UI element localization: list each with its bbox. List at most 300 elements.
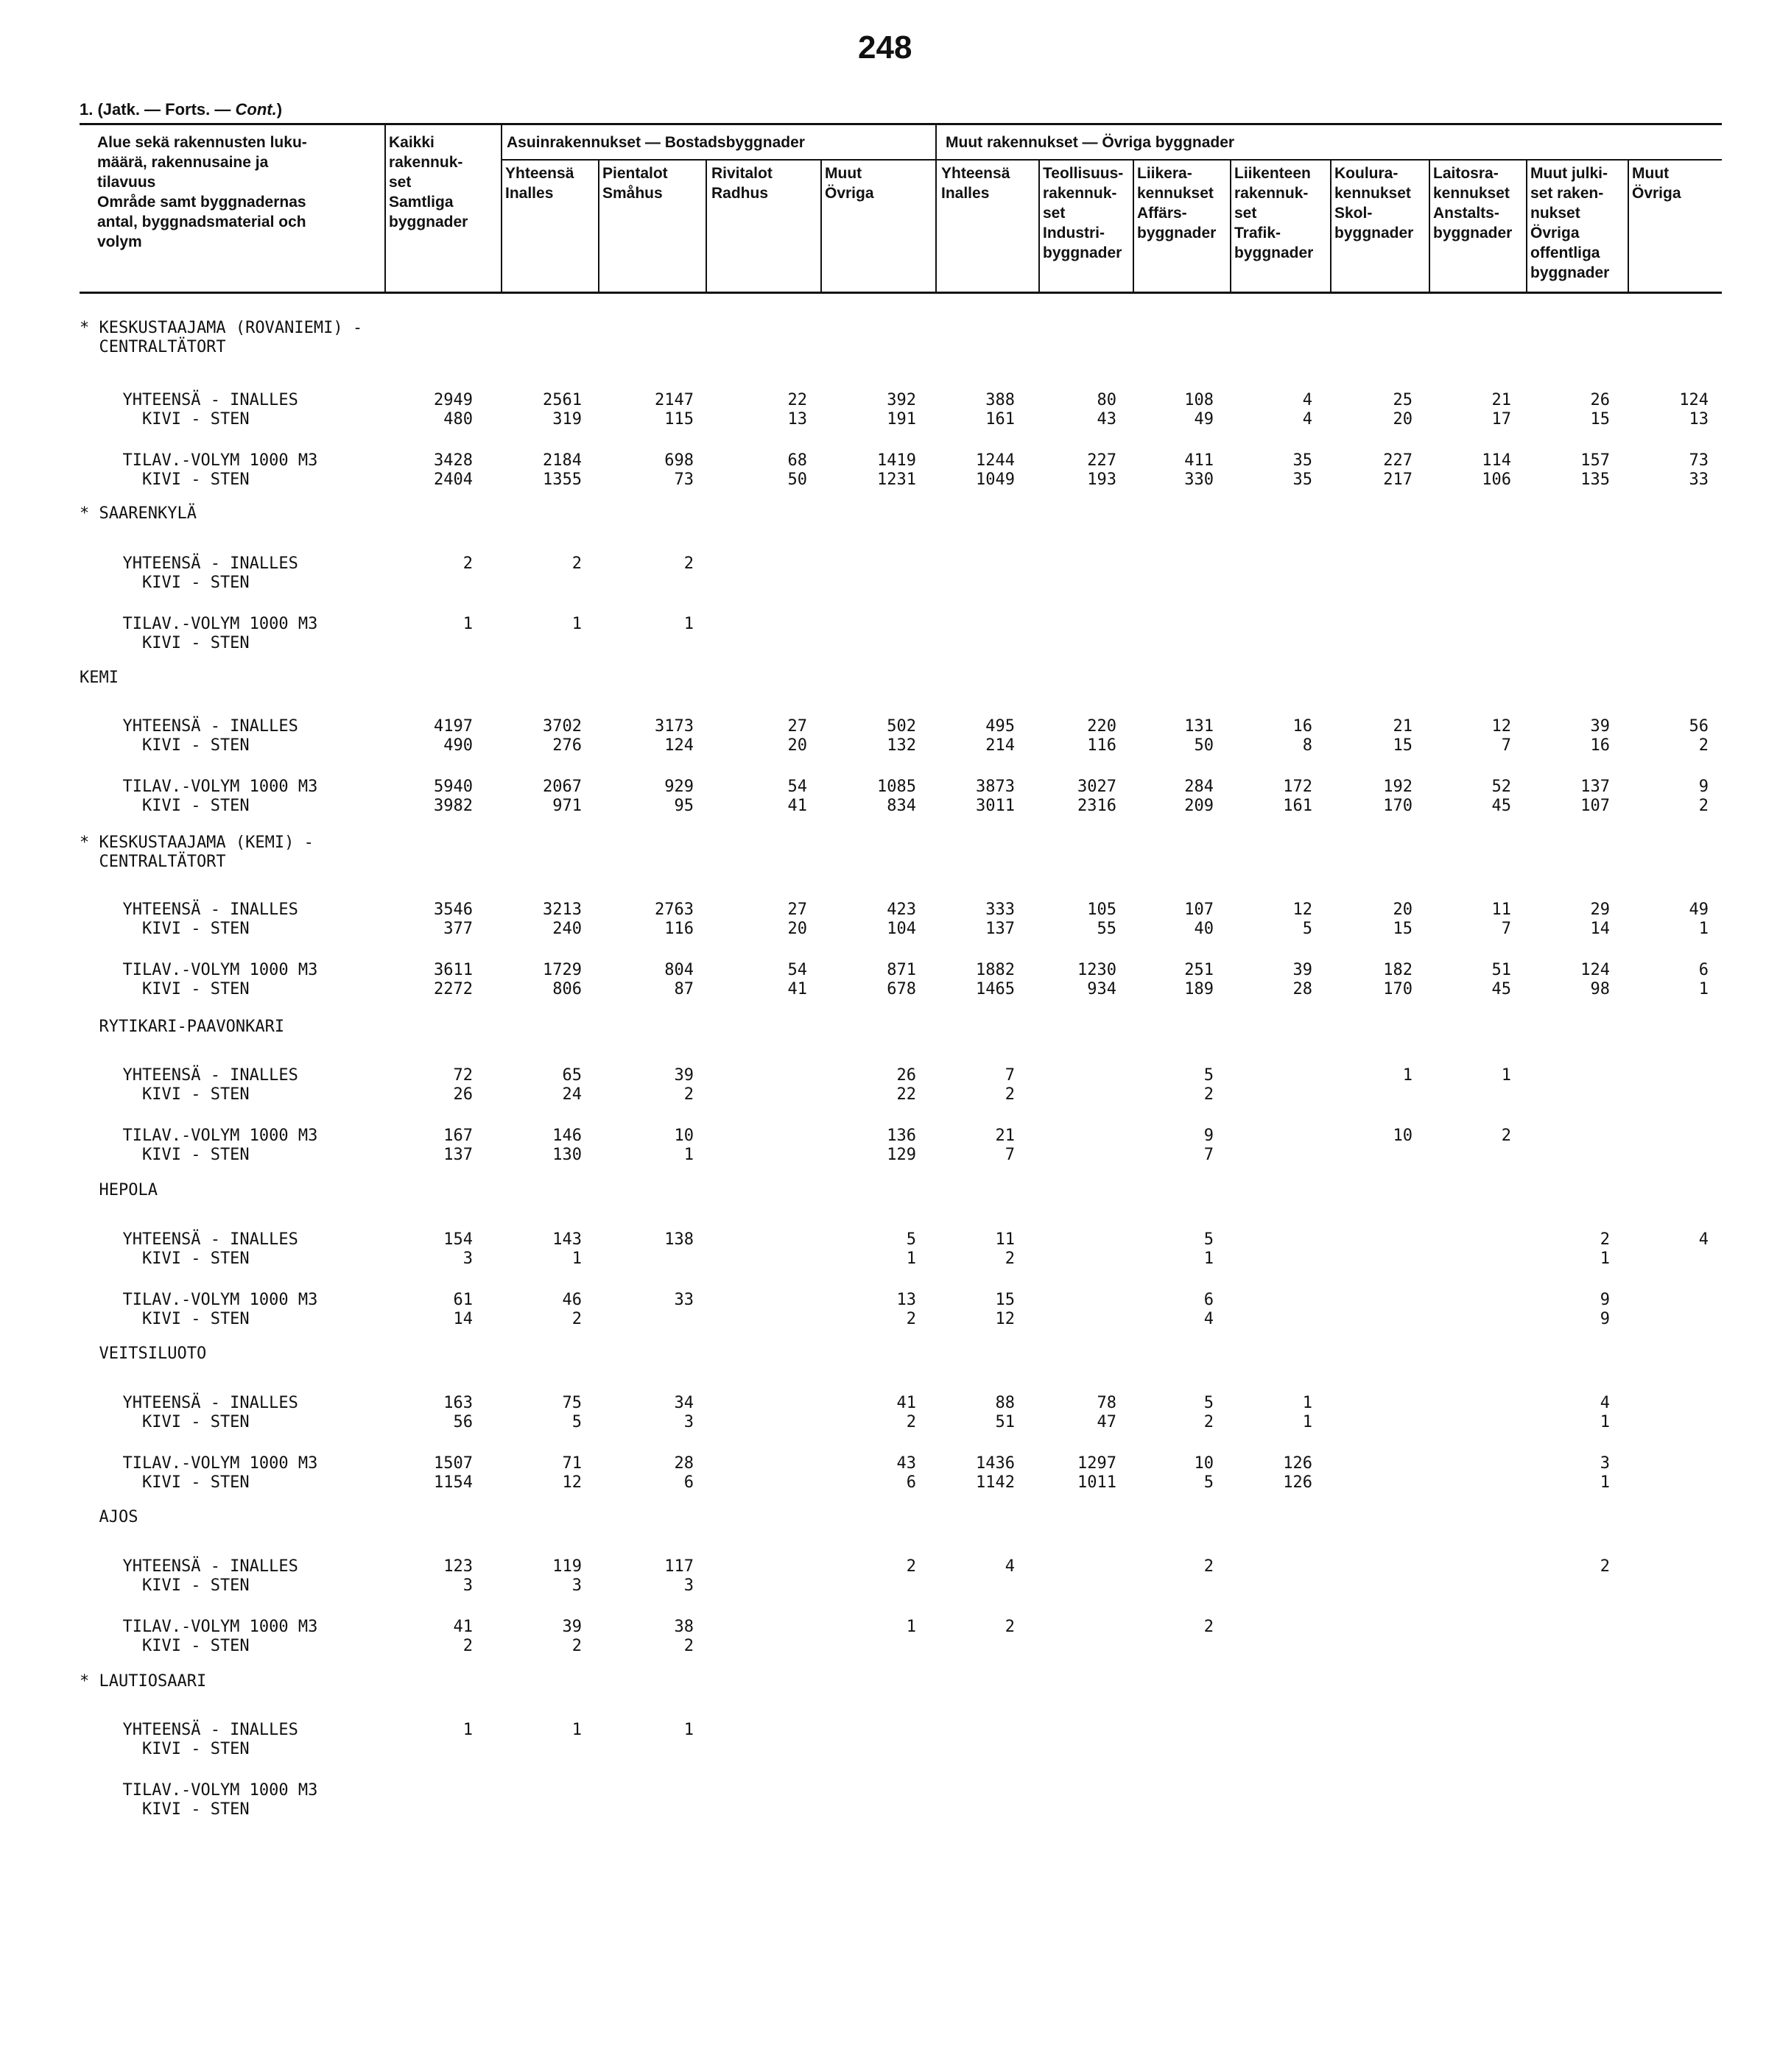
header-sub-column-9	[1334, 163, 1413, 243]
header-divider	[1628, 161, 1629, 292]
row-label: KIVI - STEN	[103, 1800, 250, 1819]
cell-value: 6	[683, 1473, 694, 1492]
cell-value: 22	[787, 391, 807, 409]
cell-value: 3	[1600, 1454, 1610, 1473]
cell-value: 1	[683, 615, 694, 633]
cell-value: 27	[787, 717, 807, 736]
header-line: set	[1043, 205, 1066, 222]
header-area-column	[97, 133, 307, 252]
cell-value: 107	[1184, 901, 1214, 919]
table-row	[0, 1617, 1780, 1638]
row-label: TILAV.-VOLYM 1000 M3	[103, 1454, 318, 1473]
cell-value: 220	[1087, 717, 1116, 736]
cell-value: 5	[1203, 1473, 1214, 1492]
cell-value: 33	[674, 1291, 694, 1309]
header-divider	[1038, 161, 1040, 292]
cell-value: 25	[1393, 391, 1413, 409]
cell-value: 1230	[1077, 961, 1116, 979]
header-line: Inalles	[941, 185, 990, 202]
table-row	[0, 960, 1780, 981]
row-label: YHTEENSÄ - INALLES	[103, 391, 298, 409]
cell-value: 5	[1203, 1394, 1214, 1412]
row-label: KIVI - STEN	[103, 471, 250, 489]
table-row	[0, 470, 1780, 490]
cell-value: 75	[562, 1394, 582, 1412]
header-line: Pientalot	[602, 165, 668, 182]
table-row	[0, 573, 1780, 593]
cont-italic: Cont.	[235, 100, 277, 119]
row-label: TILAV.-VOLYM 1000 M3	[103, 778, 318, 796]
cell-value: 3	[462, 1250, 473, 1268]
section-title: * SAARENKYLÄ	[80, 504, 197, 523]
cell-value: 1	[1600, 1473, 1610, 1492]
cell-value: 3	[571, 1576, 582, 1595]
cell-value: 27	[787, 901, 807, 919]
cell-value: 137	[985, 920, 1015, 938]
table-row	[0, 633, 1780, 654]
table-row	[0, 390, 1780, 411]
cell-value: 1297	[1077, 1454, 1116, 1473]
cell-value: 20	[787, 920, 807, 938]
section-title: CENTRALTÄTORT	[80, 853, 226, 871]
cell-value: 28	[1292, 980, 1312, 998]
cell-value: 8	[1302, 736, 1312, 755]
header-line: Liikera-	[1137, 165, 1192, 182]
header-divider	[706, 161, 707, 292]
header-line: rakennuk-	[389, 154, 463, 171]
cell-value: 161	[985, 410, 1015, 429]
header-line: byggnader	[1043, 244, 1122, 261]
row-label: TILAV.-VOLYM 1000 M3	[103, 451, 318, 470]
row-label: TILAV.-VOLYM 1000 M3	[103, 1291, 318, 1309]
header-sub-column-3	[711, 163, 773, 203]
header-sub-column-8	[1234, 163, 1313, 263]
header-line: byggnader	[1530, 264, 1610, 281]
table-row	[0, 1800, 1780, 1820]
cell-value: 12	[562, 1473, 582, 1492]
cell-value: 137	[1580, 778, 1610, 796]
cell-value: 38	[674, 1618, 694, 1636]
cell-value: 2	[571, 1637, 582, 1655]
cell-value: 116	[664, 920, 694, 938]
cell-value: 1011	[1077, 1473, 1116, 1492]
cell-value: 15	[995, 1291, 1015, 1309]
cell-value: 1	[1600, 1413, 1610, 1431]
row-label: YHTEENSÄ - INALLES	[103, 1230, 298, 1249]
header-line: Affärs-	[1137, 205, 1187, 222]
cell-value: 1	[1501, 1066, 1511, 1085]
cell-value: 39	[1590, 717, 1610, 736]
cell-value: 106	[1482, 471, 1511, 489]
page-number: 248	[858, 29, 912, 66]
header-line: byggnader	[1334, 225, 1414, 242]
cell-value: 26	[453, 1085, 473, 1104]
row-label: KIVI - STEN	[103, 797, 250, 815]
header-line: offentliga	[1530, 244, 1600, 261]
cell-value: 4	[1203, 1310, 1214, 1328]
cell-value: 104	[887, 920, 916, 938]
row-label: KIVI - STEN	[103, 920, 250, 938]
cell-value: 5	[1203, 1230, 1214, 1249]
header-line: nukset	[1530, 205, 1580, 222]
row-label: TILAV.-VOLYM 1000 M3	[103, 1781, 318, 1800]
cell-value: 4	[1698, 1230, 1709, 1249]
cell-value: 834	[887, 797, 916, 815]
cell-value: 16	[1292, 717, 1312, 736]
table-row	[0, 736, 1780, 756]
cell-value: 34	[674, 1394, 694, 1412]
cell-value: 26	[896, 1066, 916, 1085]
table-row	[0, 1453, 1780, 1474]
header-line: Teollisuus-	[1043, 165, 1124, 182]
cell-value: 5	[1203, 1066, 1214, 1085]
cell-value: 4	[1302, 410, 1312, 429]
cell-value: 33	[1689, 471, 1709, 489]
header-line: tilavuus	[97, 174, 156, 191]
header-divider	[1230, 161, 1231, 292]
cell-value: 2272	[434, 980, 473, 998]
cell-value: 16	[1590, 736, 1610, 755]
header-line: Samtliga	[389, 194, 454, 211]
cell-value: 2	[571, 554, 582, 573]
cell-value: 2147	[655, 391, 694, 409]
cell-value: 4	[1600, 1394, 1610, 1412]
row-label: KIVI - STEN	[103, 574, 250, 592]
header-group-muut: Muut rakennukset — Övriga byggnader	[946, 134, 1235, 151]
header-line: volym	[97, 233, 142, 250]
cell-value: 2	[906, 1310, 916, 1328]
cell-value: 214	[985, 736, 1015, 755]
cell-value: 56	[1689, 717, 1709, 736]
cell-value: 117	[664, 1557, 694, 1576]
header-line: määrä, rakennusaine ja	[97, 154, 269, 171]
cell-value: 51	[1491, 961, 1511, 979]
cell-value: 49	[1194, 410, 1214, 429]
cell-value: 167	[443, 1127, 473, 1145]
header-sub-column-2	[602, 163, 668, 203]
cell-value: 1	[906, 1250, 916, 1268]
cell-value: 698	[664, 451, 694, 470]
cell-value: 1	[1698, 980, 1709, 998]
cell-value: 3213	[543, 901, 582, 919]
cell-value: 78	[1097, 1394, 1116, 1412]
cell-value: 131	[1184, 717, 1214, 736]
cell-value: 1231	[877, 471, 916, 489]
header-line: Kaikki	[389, 134, 435, 151]
row-label: TILAV.-VOLYM 1000 M3	[103, 1127, 318, 1145]
section-title: VEITSILUOTO	[80, 1345, 207, 1363]
cell-value: 971	[552, 797, 582, 815]
header-line: Övriga	[825, 185, 874, 202]
header-divider	[1330, 161, 1332, 292]
cell-value: 193	[1087, 471, 1116, 489]
header-line: kennukset	[1433, 185, 1510, 202]
header-line: set	[1234, 205, 1257, 222]
header-line: kennukset	[1137, 185, 1214, 202]
cell-value: 2	[1005, 1250, 1015, 1268]
cell-value: 54	[787, 778, 807, 796]
cell-value: 3	[683, 1576, 694, 1595]
section-title: * KESKUSTAAJAMA (ROVANIEMI) -	[80, 319, 363, 337]
cell-value: 2	[571, 1310, 582, 1328]
header-line: byggnader	[1433, 225, 1513, 242]
header-bottom-rule	[80, 292, 1722, 294]
cell-value: 2	[1005, 1618, 1015, 1636]
cell-value: 3	[462, 1576, 473, 1595]
header-sub-column-5	[941, 163, 1010, 203]
cell-value: 2	[1698, 797, 1709, 815]
cell-value: 87	[674, 980, 694, 998]
cell-value: 14	[453, 1310, 473, 1328]
cell-value: 251	[1184, 961, 1214, 979]
header-line: rakennuk-	[1234, 185, 1309, 202]
row-label: YHTEENSÄ - INALLES	[103, 554, 298, 573]
table-row	[0, 1290, 1780, 1311]
cell-value: 6	[1203, 1291, 1214, 1309]
table-row	[0, 1085, 1780, 1105]
cell-value: 28	[674, 1454, 694, 1473]
cell-value: 330	[1184, 471, 1214, 489]
cell-value: 3702	[543, 717, 582, 736]
row-label: KIVI - STEN	[103, 1576, 250, 1595]
cell-value: 14	[1590, 920, 1610, 938]
cell-value: 5	[906, 1230, 916, 1249]
cell-value: 3	[683, 1413, 694, 1431]
cell-value: 2	[683, 554, 694, 573]
cell-value: 73	[1689, 451, 1709, 470]
cell-value: 388	[985, 391, 1015, 409]
header-sub-column-4	[825, 163, 874, 203]
header-line: Inalles	[505, 185, 554, 202]
cell-value: 9	[1600, 1310, 1610, 1328]
row-label: KIVI - STEN	[103, 1146, 250, 1164]
header-line: Övriga	[1632, 185, 1681, 202]
cell-value: 40	[1194, 920, 1214, 938]
cell-value: 1355	[543, 471, 582, 489]
cell-value: 10	[1393, 1127, 1413, 1145]
cell-value: 502	[887, 717, 916, 736]
cell-value: 2184	[543, 451, 582, 470]
cell-value: 3027	[1077, 778, 1116, 796]
header-line: Muut	[1632, 165, 1670, 182]
row-label: KIVI - STEN	[103, 1740, 250, 1758]
cell-value: 2763	[655, 901, 694, 919]
cell-value: 276	[552, 736, 582, 755]
cell-value: 132	[887, 736, 916, 755]
cell-value: 41	[896, 1394, 916, 1412]
cell-value: 3546	[434, 901, 473, 919]
row-label: KIVI - STEN	[103, 980, 250, 998]
cell-value: 2	[1203, 1557, 1214, 1576]
cell-value: 65	[562, 1066, 582, 1085]
cell-value: 15	[1590, 410, 1610, 429]
cell-value: 21	[995, 1127, 1015, 1145]
cell-value: 22	[896, 1085, 916, 1104]
cell-value: 2404	[434, 471, 473, 489]
cell-value: 137	[443, 1146, 473, 1164]
cell-value: 35	[1292, 471, 1312, 489]
cell-value: 170	[1383, 980, 1413, 998]
cell-value: 7	[1005, 1066, 1015, 1085]
cell-value: 95	[674, 797, 694, 815]
cont-suffix: )	[276, 100, 283, 119]
row-label: YHTEENSÄ - INALLES	[103, 717, 298, 736]
cell-value: 7	[1005, 1146, 1015, 1164]
header-line: Yhteensä	[941, 165, 1010, 182]
cell-value: 20	[1393, 410, 1413, 429]
row-label: KIVI - STEN	[103, 1085, 250, 1104]
header-line: Anstalts-	[1433, 205, 1499, 222]
table-row	[0, 1739, 1780, 1760]
cell-value: 1142	[976, 1473, 1015, 1492]
row-label: TILAV.-VOLYM 1000 M3	[103, 961, 318, 979]
cell-value: 1	[1698, 920, 1709, 938]
header-divider	[501, 124, 502, 292]
cell-value: 172	[1283, 778, 1312, 796]
cell-value: 6	[1698, 961, 1709, 979]
table-row	[0, 919, 1780, 940]
section-title: * KESKUSTAAJAMA (KEMI) -	[80, 834, 314, 852]
cell-value: 116	[1087, 736, 1116, 755]
header-line: Rivitalot	[711, 165, 773, 182]
cell-value: 157	[1580, 451, 1610, 470]
table-row	[0, 1720, 1780, 1741]
cell-value: 2316	[1077, 797, 1116, 815]
cell-value: 1	[462, 615, 473, 633]
cell-value: 41	[453, 1618, 473, 1636]
cell-value: 115	[664, 410, 694, 429]
cell-value: 15	[1393, 736, 1413, 755]
row-label: KIVI - STEN	[103, 410, 250, 429]
cell-value: 490	[443, 736, 473, 755]
cell-value: 9	[1203, 1127, 1214, 1145]
cell-value: 39	[674, 1066, 694, 1085]
cell-value: 423	[887, 901, 916, 919]
table-row	[0, 716, 1780, 737]
cell-value: 1	[1302, 1394, 1312, 1412]
cell-value: 46	[562, 1291, 582, 1309]
header-sub-column-12	[1632, 163, 1681, 203]
cell-value: 146	[552, 1127, 582, 1145]
header-line: Muut	[825, 165, 862, 182]
cell-value: 2	[683, 1085, 694, 1104]
row-label: KIVI - STEN	[103, 1637, 250, 1655]
header-top-rule	[80, 123, 1722, 125]
cell-value: 7	[1501, 736, 1511, 755]
cell-value: 1436	[976, 1454, 1015, 1473]
cell-value: 13	[896, 1291, 916, 1309]
cell-value: 2	[1698, 736, 1709, 755]
header-group-rule	[501, 159, 1722, 161]
header-kaikki-column	[389, 133, 468, 232]
cell-value: 333	[985, 901, 1015, 919]
cell-value: 227	[1383, 451, 1413, 470]
cell-value: 12	[1292, 901, 1312, 919]
cell-value: 13	[787, 410, 807, 429]
row-label: YHTEENSÄ - INALLES	[103, 1394, 298, 1412]
table-row	[0, 1636, 1780, 1657]
cell-value: 1882	[976, 961, 1015, 979]
cell-value: 192	[1383, 778, 1413, 796]
cell-value: 55	[1097, 920, 1116, 938]
header-divider	[935, 124, 937, 292]
table-row	[0, 554, 1780, 574]
table-row	[0, 777, 1780, 797]
cell-value: 1	[462, 1721, 473, 1739]
cell-value: 7	[1203, 1146, 1214, 1164]
header-divider	[1429, 161, 1430, 292]
cell-value: 5	[1302, 920, 1312, 938]
header-line: Övriga	[1530, 225, 1580, 242]
cell-value: 1085	[877, 778, 916, 796]
cell-value: 15	[1393, 920, 1413, 938]
header-line: byggnader	[1234, 244, 1314, 261]
cell-value: 1	[683, 1146, 694, 1164]
header-line: rakennuk-	[1043, 185, 1117, 202]
cell-value: 12	[1491, 717, 1511, 736]
cell-value: 6	[906, 1473, 916, 1492]
row-label: YHTEENSÄ - INALLES	[103, 1066, 298, 1085]
cell-value: 1729	[543, 961, 582, 979]
cell-value: 98	[1590, 980, 1610, 998]
cell-value: 5	[571, 1413, 582, 1431]
cell-value: 143	[552, 1230, 582, 1249]
cell-value: 1	[1302, 1413, 1312, 1431]
cell-value: 3011	[976, 797, 1015, 815]
cell-value: 240	[552, 920, 582, 938]
cell-value: 1419	[877, 451, 916, 470]
cell-value: 124	[1679, 391, 1709, 409]
cell-value: 1465	[976, 980, 1015, 998]
cell-value: 191	[887, 410, 916, 429]
cell-value: 88	[995, 1394, 1015, 1412]
cell-value: 130	[552, 1146, 582, 1164]
header-divider	[384, 124, 386, 292]
cell-value: 26	[1590, 391, 1610, 409]
cell-value: 804	[664, 961, 694, 979]
cell-value: 9	[1698, 778, 1709, 796]
cell-value: 170	[1383, 797, 1413, 815]
cell-value: 3982	[434, 797, 473, 815]
cell-value: 49	[1689, 901, 1709, 919]
cell-value: 43	[896, 1454, 916, 1473]
table-row	[0, 1557, 1780, 1577]
table-row	[0, 614, 1780, 635]
row-label: TILAV.-VOLYM 1000 M3	[103, 615, 318, 633]
cell-value: 3611	[434, 961, 473, 979]
cell-value: 2561	[543, 391, 582, 409]
row-label: YHTEENSÄ - INALLES	[103, 1557, 298, 1576]
header-line: set	[389, 174, 412, 191]
cell-value: 182	[1383, 961, 1413, 979]
cell-value: 1	[1203, 1250, 1214, 1268]
cell-value: 45	[1491, 980, 1511, 998]
section-title: AJOS	[80, 1508, 138, 1526]
cell-value: 3173	[655, 717, 694, 736]
cell-value: 20	[787, 736, 807, 755]
cell-value: 80	[1097, 391, 1116, 409]
cell-value: 377	[443, 920, 473, 938]
table-row	[0, 1780, 1780, 1801]
cell-value: 71	[562, 1454, 582, 1473]
cell-value: 39	[562, 1618, 582, 1636]
table-row	[0, 1249, 1780, 1269]
cell-value: 41	[787, 797, 807, 815]
table-row	[0, 979, 1780, 1000]
cell-value: 39	[1292, 961, 1312, 979]
cell-value: 20	[1393, 901, 1413, 919]
cell-value: 21	[1393, 717, 1413, 736]
